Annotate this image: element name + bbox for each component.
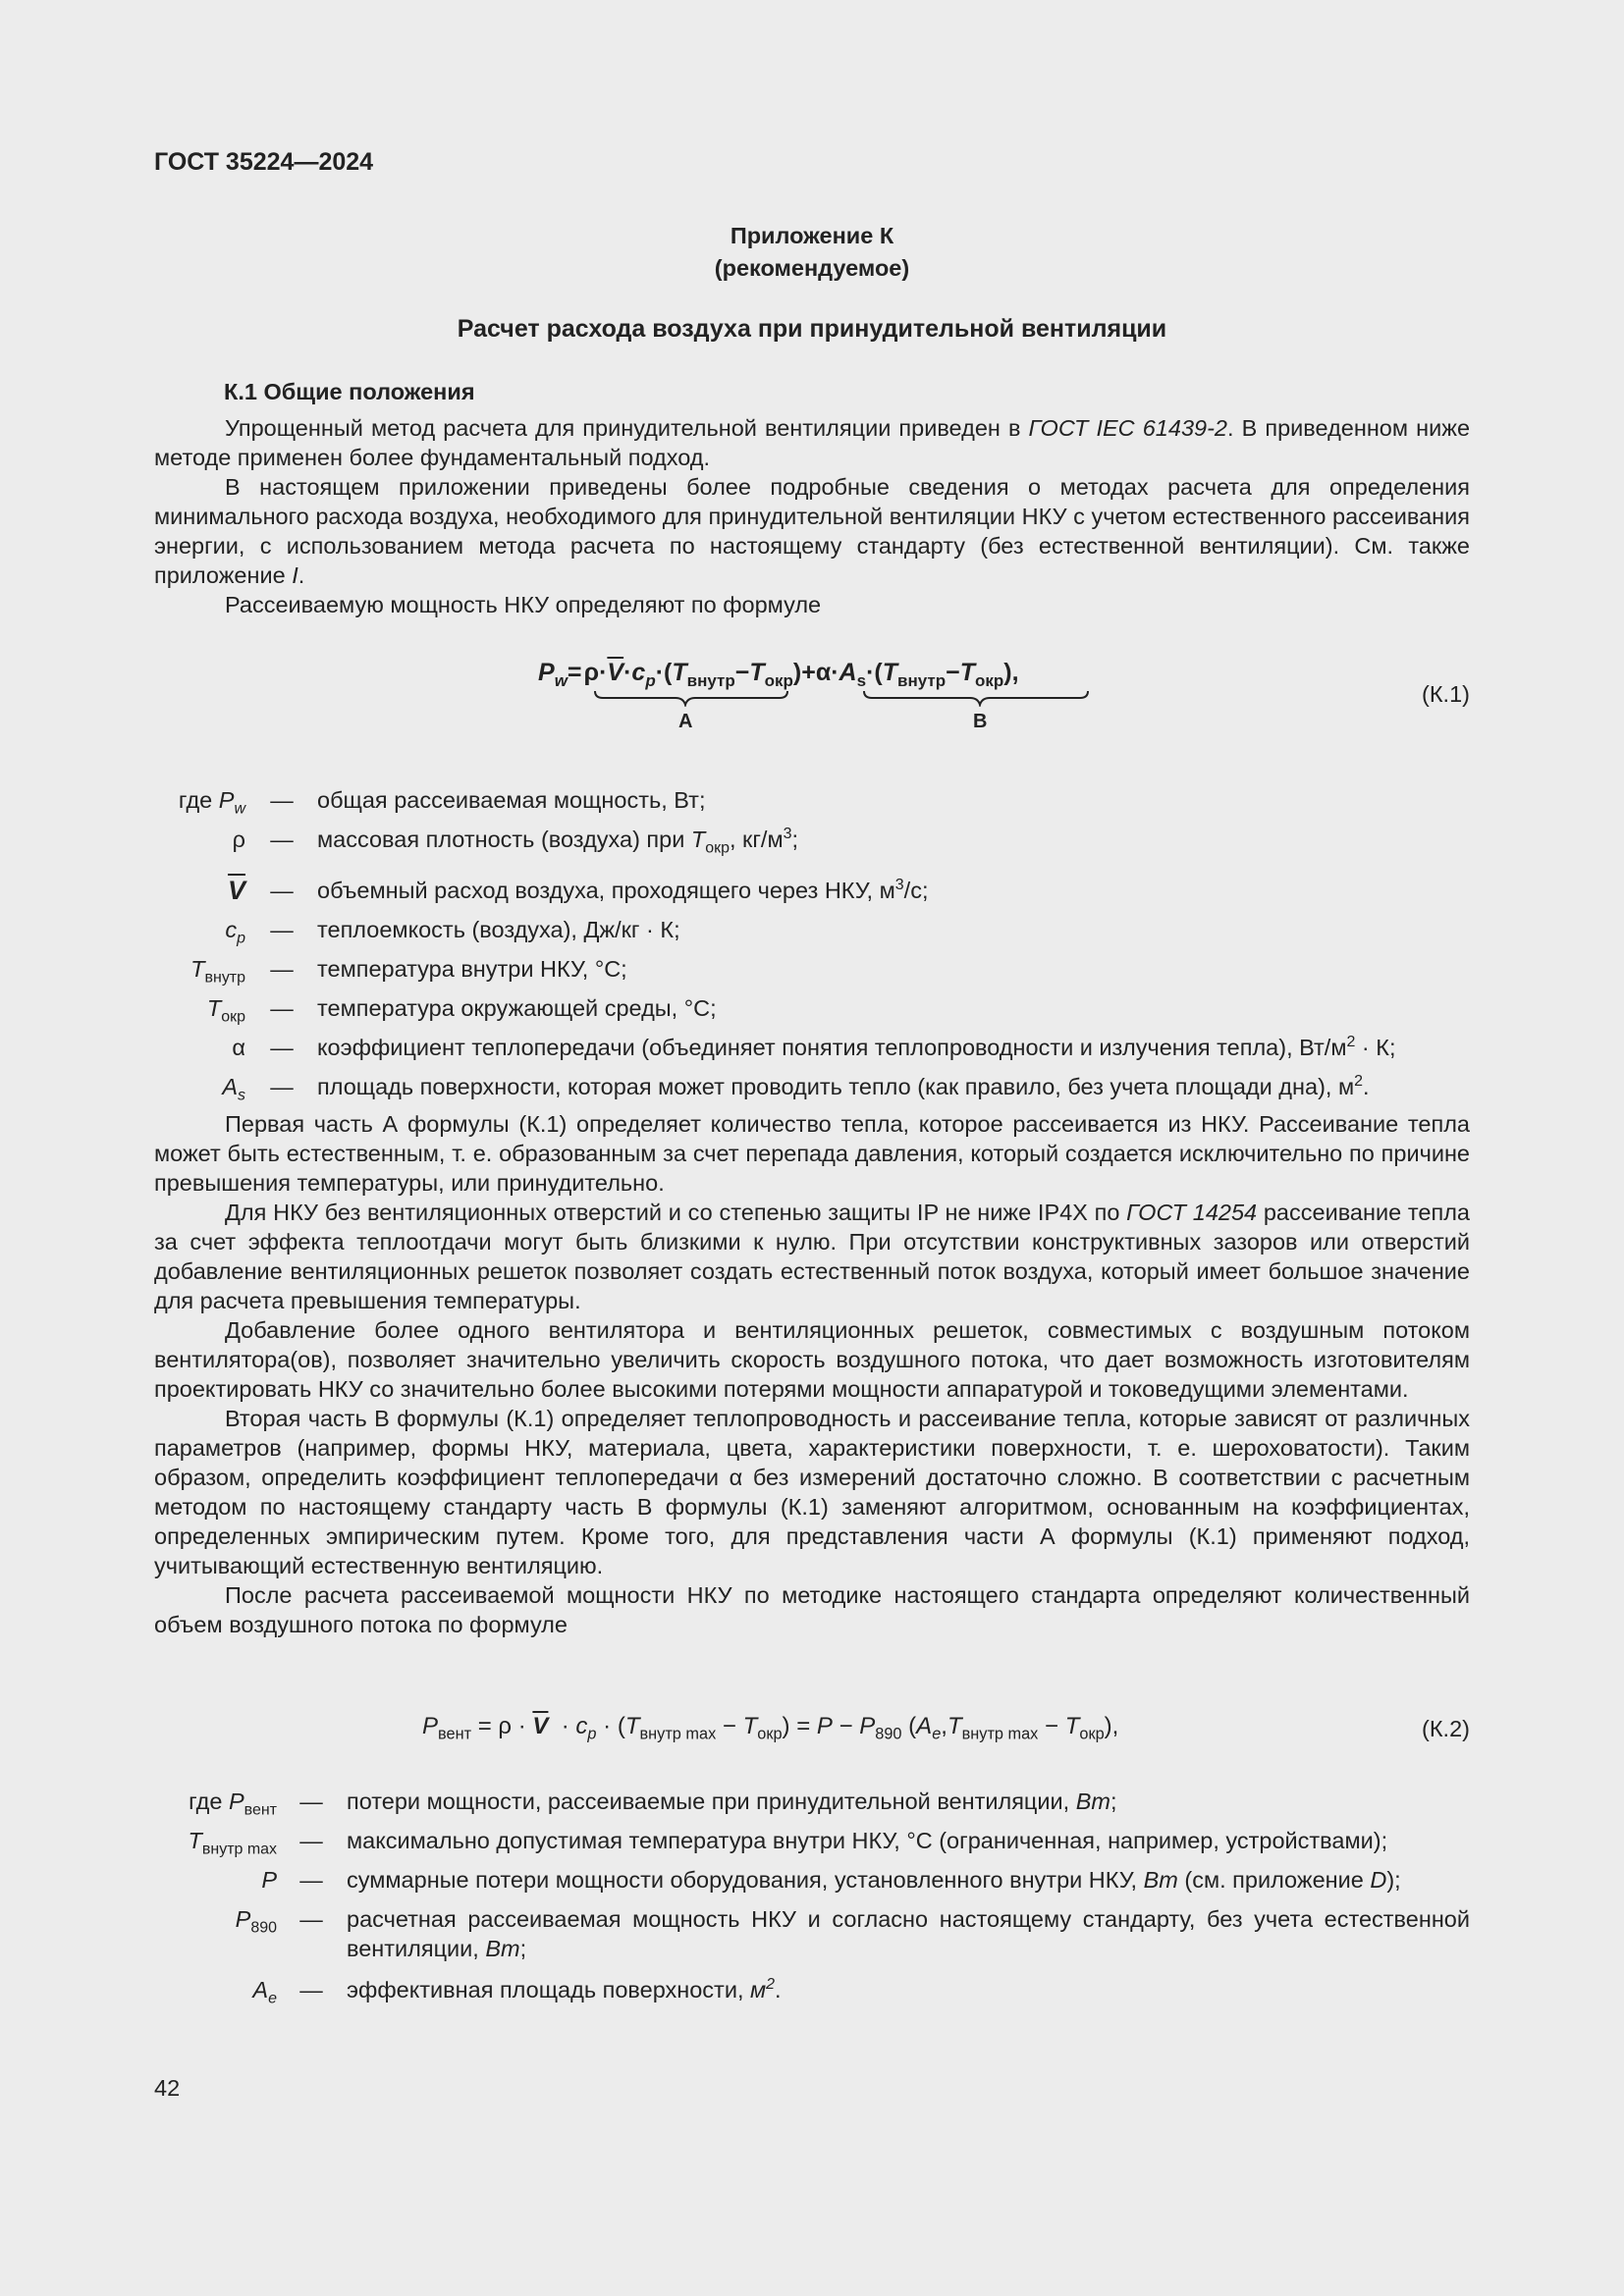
paragraph: Упрощенный метод расчета для принудительной вентиляции приведен в ГОСТ IEC 61439-2. В приведенном ниже методе применен более фундаментальный подход. <box>154 415 1471 470</box>
equation-number-k1: (К.1) <box>1422 681 1470 707</box>
formula-k2: $P_{вент} = \rho \cdot \overline{V} \cdot c_p \cdot (T_{внутр max} - T_{окр}) = P - P_{890}$ $(A_e,T_{внутр max} - T_{окр})$, <box>422 1713 1119 1743</box>
definition-row: $A_s$ — площадь поверхности, которая может проводить тепло (как правило, без учета площади дна), $м^2$. <box>222 1073 1370 1104</box>
intro-text <box>154 413 1470 619</box>
page-number: 42 <box>154 2075 181 2101</box>
paragraph: Первая часть А формулы (К.1) определяет количество тепла, которое рассеивается из НКУ. Рассеивание тепла может быть естественным, т. е. образованным за счет перепада давления, который создается исключительно по причине превышения температуры, или принудительно. <box>154 1111 1470 1196</box>
paragraph: В настоящем приложении приведены более подробные сведения о методах расчета для определения минимального расхода воздуха, необходимого для принудительной вентиляции НКУ с учетом естественного рассеивания энергии, с использованием метода расчета по настоящему стандарту (без естественной вентиляции). См. также приложение I. <box>154 474 1470 588</box>
definition-row: $T_{окр}$ — температура окружающей среды, °C; <box>206 995 717 1026</box>
brace-label-b: B <box>973 711 988 732</box>
definition-row: $P_{890}$ — расчетная рассеиваемая мощность НКУ и согласно настоящему стандарту, без учета естественной вентиляции, Вт; <box>235 1906 1470 1961</box>
definition-row: $c_p$ — теплоемкость (воздуха), Дж/кг · К; <box>225 917 680 947</box>
paragraph: Для НКУ без вентиляционных отверстий и со степенью защиты IP не ниже IP4X по ГОСТ 14254 рассеивание тепла за счет эффекта теплоотдачи могут быть близкими к нулю. При отсутствии конструктивных зазоров или отверстий добавление вентиляционных решеток позволяет создать естественный поток воздуха, который имеет большое значение для расчета превышения температуры. <box>154 1200 1470 1313</box>
underbraces <box>538 689 1098 707</box>
definition-row: где $P_w$ — общая рассеиваемая мощность, Вт; <box>178 787 706 818</box>
definition-row: $T_{внутр max}$ — максимально допустимая температура внутри НКУ, °C (ограниченная, например, устройствами); <box>188 1828 1388 1858</box>
annex-title: Приложение К <box>730 223 894 248</box>
section-heading: К.1 Общие положения <box>224 379 475 404</box>
definition-row: $A_e$ — эффективная площадь поверхности, $м^2$. <box>252 1976 782 2007</box>
annex-name: Расчет расхода воздуха при принудительной вентиляции <box>457 315 1167 343</box>
definition-row: где $P_{вент}$ — потери мощности, рассеиваемые при принудительной вентиляции, Вт; <box>189 1789 1117 1819</box>
body-text <box>154 1109 1470 1639</box>
definition-row: P — суммарные потери мощности оборудования, установленного внутри НКУ, Вт (см. приложение D); <box>261 1867 1401 1893</box>
paragraph: После расчета рассеиваемой мощности НКУ по методике настоящего стандарта определяют количественный объем воздушного потока по формуле <box>154 1582 1470 1637</box>
document-code: ГОСТ 35224—2024 <box>154 148 374 176</box>
paragraph: Вторая часть В формулы (К.1) определяет теплопроводность и рассеивание тепла, которые зависят от различных параметров (например, формы НКУ, материала, цвета, характеристики поверхности, т. е. шероховатости). Таким образом, определить коэффициент теплопередачи α без измерений достаточно сложно. В соответствии с расчетным методом по настоящему стандарту часть В формулы (К.1) заменяют алгоритмом, основанным на коэффициентах, определенных эмпирическим путем. Кроме того, для представления части А формулы (К.1) применяют подход, учитывающий естественную вентиляцию. <box>154 1406 1470 1578</box>
formula-k1: $P_w=$ $\rho\cdot\overline{V}\cdot c_p\cdot(T_{внутр}-T_{окр})+\alpha\cdot A_s\cdot(T_{внутр}-T_{окр})$, A B <box>538 656 1098 734</box>
definition-row: $\overline{V}$ — объемный расход воздуха, проходящего через НКУ, $м^3/с$; <box>227 876 929 905</box>
paragraph: Рассеиваемую мощность НКУ определяют по формуле <box>225 592 822 617</box>
definition-row: $T_{внутр}$ — температура внутри НКУ, °C; <box>190 956 627 987</box>
brace-label-a: A <box>678 711 693 732</box>
equation-number-k2: (К.2) <box>1422 1716 1470 1741</box>
definition-row: ρ — массовая плотность (воздуха) при $T_{окр}$, $кг/м^3$; <box>232 826 799 857</box>
paragraph: Добавление более одного вентилятора и вентиляционных решеток, совместимых с воздушным потоком вентилятора(ов), позволяет значительно увеличить скорость воздушного потока, что дает возможность изготовителям проектировать НКУ со значительно более высокими потерями мощности аппаратурой и токоведущими элементами. <box>154 1317 1470 1402</box>
definition-row: α — коэффициент теплопередачи (объединяет понятия теплопроводности и излучения тепла), $Вт/м^2 \cdot К$; <box>232 1034 1396 1060</box>
annex-status: (рекомендуемое) <box>714 255 910 281</box>
